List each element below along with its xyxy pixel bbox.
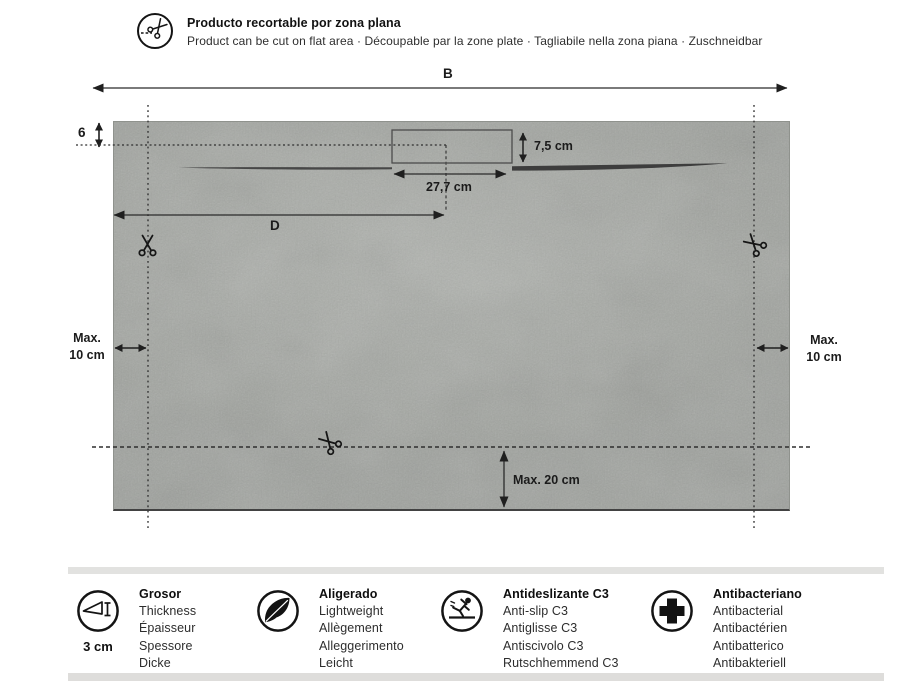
dim-b-label: B — [443, 66, 453, 81]
feature-label: Antibactérien — [713, 621, 788, 636]
antibacterial-cross-icon — [650, 589, 694, 633]
feature-anti-slip — [440, 586, 619, 672]
feature-label: Dicke — [139, 655, 171, 670]
header-subtitle: Product can be cut on flat area · Découpable par la zone plate · Tagliabile nella zona piana · Zuschneidbar — [187, 34, 763, 48]
features-divider-top — [68, 567, 884, 574]
feature-label: Lightweight — [319, 604, 384, 619]
thickness-labels — [139, 586, 196, 672]
feature-label: Antiscivolo C3 — [503, 638, 584, 653]
feature-label: Allègement — [319, 621, 383, 636]
feature-label: Leicht — [319, 655, 353, 670]
feature-label: Antibacteriano — [713, 587, 802, 601]
feature-label: Antibatterico — [713, 638, 784, 653]
feature-label: Thickness — [139, 604, 197, 619]
thickness-value: 3 cm — [83, 639, 113, 654]
feature-label: Antibacterial — [713, 604, 784, 619]
feature-label: Antiglisse C3 — [503, 621, 578, 636]
feature-antibacterial — [650, 586, 802, 672]
dim-max20-label: Max. 20 cm — [513, 473, 580, 487]
features-divider-bottom — [68, 673, 884, 681]
dim-rim-drop-label: 6 — [78, 125, 86, 140]
antibacterial-labels — [713, 586, 802, 672]
feature-label: Rutschhemmend C3 — [503, 655, 619, 670]
thickness-icon — [76, 589, 120, 633]
max10-left-line1: Max. — [73, 331, 101, 345]
dim-d-label: D — [270, 218, 280, 233]
scissors-cut-line-icon — [137, 13, 173, 49]
header — [137, 13, 763, 49]
feature-label: Grosor — [139, 587, 182, 601]
feature-lightweight — [256, 586, 404, 672]
feature-label: Antideslizante C3 — [503, 587, 609, 601]
anti-slip-icon — [440, 589, 484, 633]
max10-right-line2: 10 cm — [806, 350, 842, 364]
feature-label: Alleggerimento — [319, 638, 404, 653]
feature-label: Spessore — [139, 638, 193, 653]
dim-max10-left-label — [60, 330, 114, 364]
feature-thickness — [76, 586, 196, 672]
dim-max10-right-label — [797, 332, 851, 366]
max10-left-line2: 10 cm — [69, 348, 105, 362]
dim-277-label: 27,7 cm — [426, 180, 472, 194]
feather-icon — [256, 589, 300, 633]
anti-slip-labels — [503, 586, 619, 672]
header-title: Producto recortable por zona plana — [187, 16, 401, 30]
max10-right-line1: Max. — [810, 333, 838, 347]
feature-label: Aligerado — [319, 587, 378, 601]
feature-label: Antibakteriell — [713, 655, 786, 670]
feature-label: Épaisseur — [139, 621, 196, 636]
dim-75-label: 7,5 cm — [534, 139, 573, 153]
feature-label: Anti-slip C3 — [503, 604, 569, 619]
lightweight-labels — [319, 586, 404, 672]
